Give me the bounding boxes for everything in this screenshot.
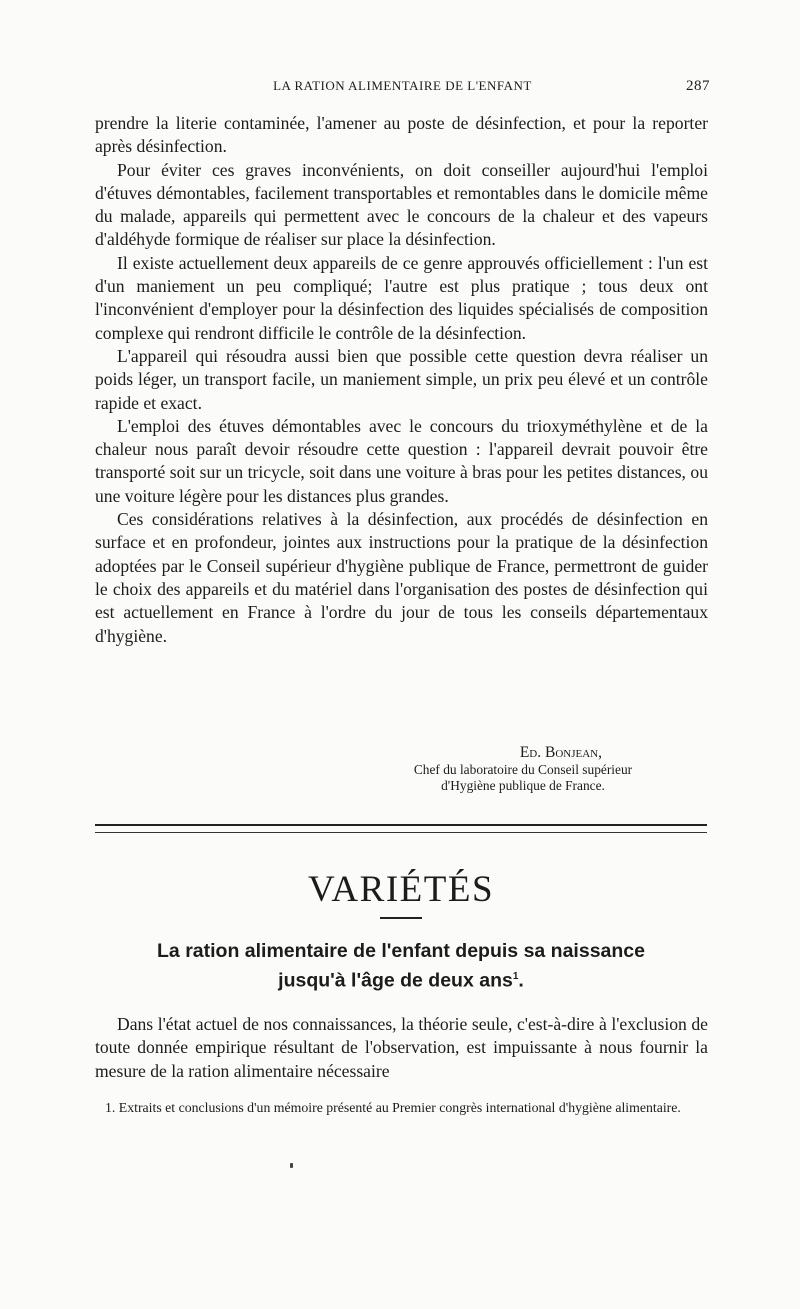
- section-title: VARIÉTÉS: [307, 869, 495, 910]
- body-text: [95, 112, 708, 648]
- author-title-line1: Chef du laboratoire du Conseil supérieur: [413, 762, 633, 777]
- signature-block: [330, 744, 710, 794]
- author-name: Ed. Bonjean,: [519, 744, 602, 761]
- paragraph: Pour éviter ces graves inconvénients, on doit conseiller aujourd'hui l'emploi d'étuves démontables, facilement transportables et remontables dans le domicile même du malade, appareils qui permettent avec le concours de la chaleur et des vapeurs d'aldéhyde formique de réaliser sur place la désinfection.: [95, 159, 708, 250]
- section-divider-thin: [95, 832, 707, 833]
- page-number: 287: [686, 78, 710, 94]
- article-title-line2-text: jusqu'à l'âge de deux ans: [278, 969, 513, 992]
- footnote-text: 1. Extraits et conclusions d'un mémoire présenté au Premier congrès international d'hygiène alimentaire.: [105, 1100, 681, 1115]
- footnote: [95, 1099, 707, 1118]
- paragraph: Il existe actuellement deux appareils de ce genre approuvés officiellement : l'un est d'un maniement un peu compliqué; l'autre est plus pratique ; tous deux ont l'inconvénient d'employer pour la désinfection des liquides spécialisés de composition complexe qui rendront difficile le contrôle de la désinfection.: [95, 252, 708, 343]
- title-underline: [380, 917, 422, 919]
- author-title-line2: d'Hygiène publique de France.: [441, 778, 605, 793]
- article-title-end: .: [518, 969, 524, 992]
- paragraph: prendre la literie contaminée, l'amener au poste de désinfection, et pour la reporter après désinfection.: [95, 113, 708, 157]
- running-title: LA RATION ALIMENTAIRE DE L'ENFANT: [273, 78, 532, 93]
- article-title-line2: [95, 964, 707, 994]
- article-title: [95, 938, 707, 994]
- print-speck: [290, 1163, 293, 1168]
- article-title-line1: La ration alimentaire de l'enfant depuis sa naissance: [157, 940, 645, 962]
- section-divider-thick: [95, 824, 707, 826]
- paragraph: Dans l'état actuel de nos connaissances, la théorie seule, c'est-à-dire à l'exclusion de toute donnée empirique résultant de l'observation, est impuissante à nous fournir la mesure de la ration alimentaire nécessaire: [95, 1014, 708, 1081]
- paragraph: Ces considérations relatives à la désinfection, aux procédés de désinfection en surface et en profondeur, jointes aux instructions pour la pratique de la désinfection adoptées par le Conseil supérieur d'hygiène publique de France, permettront de guider le choix des appareils et du matériel dans l'organisation des postes de désinfection qui est actuellement en France à l'ordre du jour de tous les conseils départementaux d'hygiène.: [95, 509, 708, 646]
- paragraph: L'appareil qui résoudra aussi bien que possible cette question devra réaliser un poids léger, un transport facile, un maniement simple, un prix peu élevé et un contrôle rapide et exact.: [95, 345, 708, 413]
- footnote-marker: 1: [512, 971, 519, 982]
- article-body: [95, 1013, 708, 1083]
- paragraph: L'emploi des étuves démontables avec le concours du trioxyméthylène et de la chaleur nous paraît devoir résoudre cette question : l'appareil devrait pouvoir être transporté soit sur un tricycle, soit dans une voiture à bras pour les petites distances, ou une voiture légère pour les distances plus grandes.: [95, 415, 708, 506]
